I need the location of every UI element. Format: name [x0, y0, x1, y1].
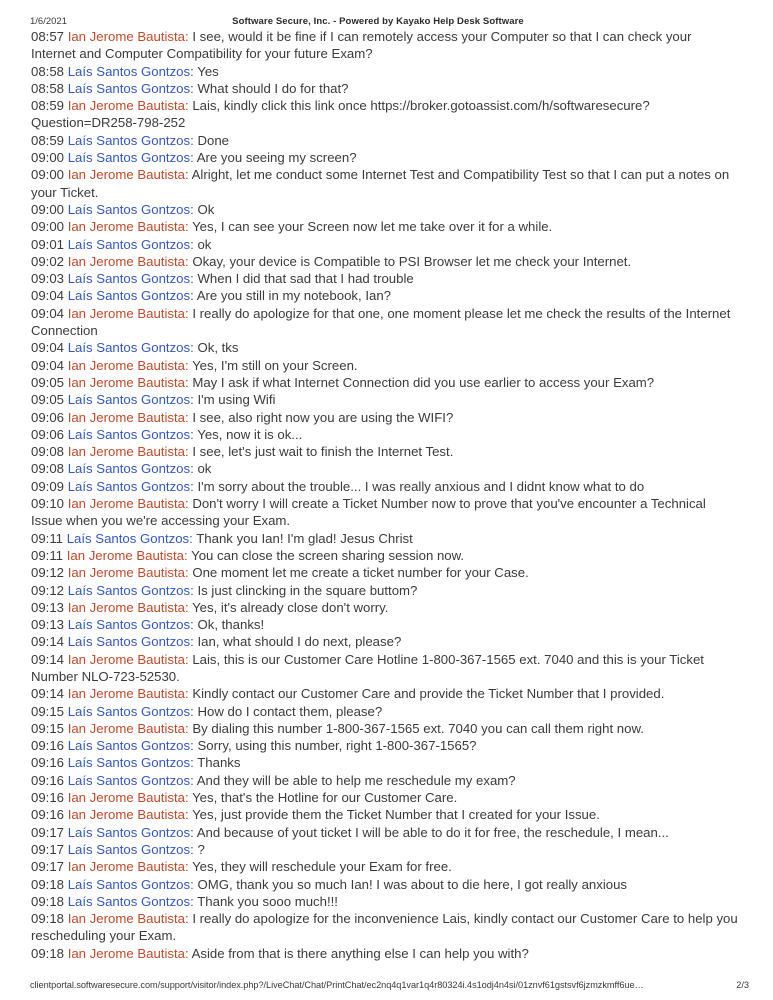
- page-footer: [0, 980, 773, 990]
- message-author-separator: :: [190, 236, 194, 252]
- message-author-separator: :: [184, 29, 189, 44]
- message-author-separator: :: [190, 80, 194, 96]
- message-timestamp: 09:14: [31, 651, 65, 667]
- message-timestamp: 09:17: [31, 824, 65, 840]
- chat-message: [31, 616, 739, 633]
- message-author-separator: :: [190, 63, 194, 79]
- message-text: I really do apologize for that one, one moment please let me check the results of the Internet Connection: [31, 305, 731, 339]
- message-text: Ok, thanks!: [197, 617, 265, 633]
- message-author-separator: :: [184, 253, 189, 269]
- chat-message: [31, 460, 739, 477]
- chat-message: [31, 703, 739, 720]
- message-text: What should I do for that?: [197, 80, 349, 96]
- message-author: Laís Santos Gontzos: [67, 426, 191, 442]
- message-author: Ian Jerome Bautista: [67, 444, 185, 460]
- message-author: Laís Santos Gontzos: [67, 841, 191, 857]
- chat-message: [31, 357, 739, 374]
- message-text: I see, let's just wait to finish the Internet Test.: [192, 444, 454, 460]
- message-author: Laís Santos Gontzos: [67, 288, 191, 304]
- chat-message: [31, 149, 739, 166]
- message-author: Ian Jerome Bautista: [67, 790, 185, 806]
- header-title: Software Secure, Inc. - Powered by Kayako Help Desk Software: [232, 16, 524, 27]
- message-timestamp: 09:08: [31, 461, 65, 477]
- message-author-separator: :: [184, 547, 188, 563]
- message-author: Ian Jerome Bautista: [67, 409, 185, 425]
- chat-message: [31, 633, 739, 650]
- message-text: Yes: [197, 63, 219, 79]
- message-text: Ian, what should I do next, please?: [197, 634, 402, 650]
- message-author: Ian Jerome Bautista: [67, 859, 185, 875]
- message-author-separator: :: [190, 392, 194, 408]
- message-author-separator: :: [184, 496, 189, 512]
- message-author-separator: :: [189, 530, 193, 546]
- page-header: [0, 0, 773, 27]
- message-author: Laís Santos Gontzos: [67, 824, 191, 840]
- message-author-separator: :: [190, 132, 194, 148]
- message-author: Ian Jerome Bautista: [67, 496, 185, 512]
- message-author: Ian Jerome Bautista: [67, 686, 185, 702]
- message-author-separator: :: [184, 444, 189, 460]
- message-author: Ian Jerome Bautista: [67, 599, 185, 615]
- message-author: Laís Santos Gontzos: [67, 876, 191, 892]
- message-text: Okay, your device is Compatible to PSI Browser let me check your Internet.: [192, 253, 632, 269]
- message-author: Laís Santos Gontzos: [67, 582, 191, 598]
- chat-message: [31, 443, 739, 460]
- message-text: Lais, this is our Customer Care Hotline 1-800-367-1565 ext. 7040 and this is your Ticket Number NLO-723-52530.: [31, 651, 704, 684]
- message-text: Lais, kindly click this link once https://broker.gotoassist.com/h/softwaresecure?Question=DR258-798-252: [31, 98, 650, 131]
- message-timestamp: 09:17: [31, 859, 65, 875]
- message-timestamp: 09:03: [31, 271, 65, 287]
- message-text: Yes, that's the Hotline for our Customer Care.: [192, 790, 458, 806]
- message-text: You can close the screen sharing session now.: [191, 547, 465, 563]
- message-text: I'm using Wifi: [197, 392, 276, 408]
- message-text: One moment let me create a ticket number for your Case.: [192, 565, 529, 581]
- message-text: May I ask if what Internet Connection did you use earlier to access your Exam?: [192, 374, 655, 390]
- message-timestamp: 09:17: [31, 841, 65, 857]
- message-timestamp: 09:13: [31, 617, 65, 633]
- chat-message: [31, 80, 739, 97]
- message-author: Ian Jerome Bautista: [67, 305, 185, 321]
- message-author: Laís Santos Gontzos: [67, 63, 191, 79]
- message-timestamp: 09:00: [31, 201, 65, 217]
- message-author: Ian Jerome Bautista: [67, 911, 185, 927]
- message-timestamp: 09:12: [31, 565, 65, 581]
- message-author-separator: :: [190, 478, 194, 494]
- message-author: Laís Santos Gontzos: [67, 738, 191, 754]
- chat-transcript: [0, 22, 773, 962]
- message-timestamp: 08:57: [31, 29, 65, 44]
- message-timestamp: 09:18: [31, 893, 65, 909]
- message-text: Yes, it's already close don't worry.: [192, 599, 389, 615]
- message-author-separator: :: [190, 893, 194, 909]
- message-timestamp: 09:11: [31, 530, 64, 546]
- message-author-separator: :: [184, 167, 189, 183]
- chat-message: [31, 737, 739, 754]
- message-author-separator: :: [184, 305, 189, 321]
- message-author-separator: :: [190, 426, 194, 442]
- chat-message: [31, 270, 739, 287]
- message-text: Is just clincking in the square buttom?: [197, 582, 418, 598]
- message-text: Don't worry I will create a Ticket Number now to prove that you've encounter a Technical Issue when you we're accessing your Exam.: [31, 496, 706, 529]
- message-timestamp: 08:59: [31, 132, 65, 148]
- message-author-separator: :: [190, 461, 194, 477]
- message-timestamp: 08:58: [31, 80, 65, 96]
- message-timestamp: 09:06: [31, 426, 65, 442]
- message-timestamp: 09:01: [31, 236, 65, 252]
- message-text: Done: [197, 132, 229, 148]
- message-author: Laís Santos Gontzos: [67, 80, 191, 96]
- chat-message: [31, 858, 739, 875]
- message-author-separator: :: [190, 617, 194, 633]
- message-author-separator: :: [190, 201, 194, 217]
- header-date: 1/6/2021: [30, 16, 67, 27]
- message-author: Ian Jerome Bautista: [67, 651, 185, 667]
- message-author: Laís Santos Gontzos: [67, 634, 191, 650]
- message-timestamp: 09:04: [31, 288, 65, 304]
- message-timestamp: 09:06: [31, 409, 65, 425]
- message-text: I see, would it be fine if I can remotely access your Computer so that I can check your Internet and Computer Compatibility for your future Exam?: [31, 29, 692, 62]
- message-timestamp: 09:00: [31, 219, 65, 235]
- message-author-separator: :: [190, 340, 194, 356]
- message-author-separator: :: [184, 599, 189, 615]
- message-text: I'm sorry about the trouble... I was really anxious and I didnt know what to do: [197, 478, 645, 494]
- message-author: Ian Jerome Bautista: [67, 565, 185, 581]
- message-timestamp: 09:11: [31, 547, 64, 563]
- chat-message: [31, 305, 739, 340]
- chat-message: [31, 63, 739, 80]
- message-timestamp: 09:05: [31, 392, 65, 408]
- message-author-separator: :: [190, 582, 194, 598]
- chat-message: [31, 478, 739, 495]
- message-author: Laís Santos Gontzos: [67, 755, 191, 771]
- message-text: Yes, I'm still on your Screen.: [192, 357, 358, 373]
- message-timestamp: 09:16: [31, 772, 65, 788]
- message-author: Laís Santos Gontzos: [67, 461, 191, 477]
- message-text: When I did that sad that I had trouble: [197, 271, 414, 287]
- chat-message: [31, 253, 739, 270]
- message-timestamp: 08:59: [31, 98, 65, 114]
- message-text: Ok, tks: [197, 340, 239, 356]
- message-text: How do I contact them, please?: [197, 703, 383, 719]
- chat-message: [31, 201, 739, 218]
- message-author-separator: :: [190, 841, 194, 857]
- chat-message: [31, 547, 739, 564]
- chat-message: [31, 391, 739, 408]
- message-text: Yes, now it is ok...: [197, 426, 303, 442]
- message-author-separator: :: [184, 98, 189, 114]
- message-text: Alright, let me conduct some Internet Test and Compatibility Test so that I can put a notes on your Ticket.: [31, 167, 730, 200]
- message-timestamp: 09:16: [31, 755, 65, 771]
- message-text: By dialing this number 1-800-367-1565 ext. 7040 you can call them right now.: [192, 720, 644, 736]
- chat-message: [31, 236, 739, 253]
- message-text: ?: [197, 841, 205, 857]
- message-timestamp: 09:15: [31, 720, 65, 736]
- message-author-separator: :: [190, 876, 194, 892]
- message-author-separator: :: [184, 409, 189, 425]
- chat-message: [31, 772, 739, 789]
- message-timestamp: 09:00: [31, 167, 65, 183]
- message-timestamp: 09:05: [31, 374, 65, 390]
- message-text: Sorry, using this number, right 1-800-367-1565?: [197, 738, 477, 754]
- message-timestamp: 09:04: [31, 340, 65, 356]
- message-author: Ian Jerome Bautista: [67, 219, 185, 235]
- message-text: I really do apologize for the inconvenience Lais, kindly contact our Customer Care to help you rescheduling your Exam.: [31, 911, 738, 944]
- message-author: Ian Jerome Bautista: [67, 807, 185, 823]
- message-text: And because of yout ticket I will be able to do it for free, the reschedule, I mean...: [196, 824, 669, 840]
- message-author-separator: :: [184, 790, 189, 806]
- chat-message: [31, 426, 739, 443]
- message-text: Yes, just provide them the Ticket Number that I created for your Issue.: [192, 807, 600, 823]
- chat-message: [31, 582, 739, 599]
- message-author: Laís Santos Gontzos: [67, 271, 191, 287]
- chat-message: [31, 218, 739, 235]
- message-timestamp: 09:15: [31, 703, 65, 719]
- message-timestamp: 09:08: [31, 444, 65, 460]
- chat-message: [31, 893, 739, 910]
- chat-message: [31, 876, 739, 893]
- message-text: Aside from that is there anything else I can help you with?: [191, 945, 529, 961]
- chat-message: [31, 339, 739, 356]
- chat-message: [31, 824, 739, 841]
- message-author-separator: :: [184, 945, 189, 961]
- message-author: Laís Santos Gontzos: [67, 478, 191, 494]
- message-author-separator: :: [184, 720, 189, 736]
- message-author: Laís Santos Gontzos: [67, 236, 191, 252]
- chat-message: [31, 287, 739, 304]
- message-timestamp: 09:04: [31, 305, 65, 321]
- message-text: Are you still in my notebook, Ian?: [196, 288, 391, 304]
- message-author-separator: :: [190, 150, 194, 166]
- message-timestamp: 09:02: [31, 253, 65, 269]
- message-author: Laís Santos Gontzos: [67, 150, 191, 166]
- message-timestamp: 09:18: [31, 911, 65, 927]
- chat-message: [31, 789, 739, 806]
- message-author-separator: :: [184, 651, 189, 667]
- message-author: Laís Santos Gontzos: [66, 530, 190, 546]
- chat-message: [31, 806, 739, 823]
- chat-message: [31, 97, 739, 132]
- message-author: Ian Jerome Bautista: [67, 167, 185, 183]
- message-author: Laís Santos Gontzos: [67, 617, 191, 633]
- message-timestamp: 09:04: [31, 357, 65, 373]
- message-author: Ian Jerome Bautista: [67, 253, 185, 269]
- footer-page-number: 2/3: [736, 980, 749, 990]
- message-author: Ian Jerome Bautista: [67, 357, 185, 373]
- chat-message: [31, 409, 739, 426]
- chat-message: [31, 910, 739, 945]
- message-author: Laís Santos Gontzos: [67, 201, 191, 217]
- chat-message: [31, 530, 739, 547]
- message-timestamp: 09:16: [31, 790, 65, 806]
- chat-message: [31, 945, 739, 962]
- message-text: Kindly contact our Customer Care and provide the Ticket Number that I provided.: [192, 686, 665, 702]
- message-author-separator: :: [184, 686, 189, 702]
- chat-message: [31, 651, 739, 686]
- message-author: Laís Santos Gontzos: [67, 340, 191, 356]
- message-author-separator: :: [184, 357, 189, 373]
- message-author: Ian Jerome Bautista: [66, 547, 184, 563]
- message-timestamp: 09:00: [31, 150, 65, 166]
- message-author-separator: :: [190, 772, 194, 788]
- message-timestamp: 08:58: [31, 63, 65, 79]
- message-author-separator: :: [184, 807, 189, 823]
- chat-message: [31, 564, 739, 581]
- chat-message: [31, 28, 739, 63]
- footer-url: clientportal.softwaresecure.com/support/visitor/index.php?/LiveChat/Chat/PrintChat/ec2nq4q1var1q4r80324i.4s1odj4n4si/01znvf61gstsvf6jzmzkmff6ue…: [30, 980, 644, 990]
- message-author: Laís Santos Gontzos: [67, 392, 191, 408]
- message-author-separator: :: [190, 634, 194, 650]
- message-timestamp: 09:10: [31, 496, 65, 512]
- message-author: Ian Jerome Bautista: [67, 98, 185, 114]
- chat-message: [31, 685, 739, 702]
- message-text: Thanks: [197, 755, 241, 771]
- chat-message: [31, 720, 739, 737]
- message-author-separator: :: [184, 374, 189, 390]
- message-text: ok: [197, 461, 212, 477]
- message-author-separator: :: [184, 219, 189, 235]
- message-author-separator: :: [184, 911, 189, 927]
- message-timestamp: 09:12: [31, 582, 65, 598]
- chat-message: [31, 841, 739, 858]
- message-text: Are you seeing my screen?: [196, 150, 357, 166]
- message-author: Ian Jerome Bautista: [67, 374, 185, 390]
- chat-message: [31, 374, 739, 391]
- message-text: Thank you Ian! I'm glad! Jesus Christ: [196, 530, 413, 546]
- message-author-separator: :: [190, 738, 194, 754]
- message-author: Laís Santos Gontzos: [67, 893, 191, 909]
- chat-message: [31, 754, 739, 771]
- message-text: I see, also right now you are using the WIFI?: [192, 409, 454, 425]
- message-text: OMG, thank you so much Ian! I was about to die here, I got really anxious: [197, 876, 628, 892]
- message-author-separator: :: [190, 288, 194, 304]
- chat-message: [31, 495, 739, 530]
- message-text: ok: [197, 236, 212, 252]
- message-text: And they will be able to help me reschedule my exam?: [196, 772, 516, 788]
- message-author: Laís Santos Gontzos: [67, 703, 191, 719]
- message-author: Ian Jerome Bautista: [67, 29, 185, 44]
- chat-message: [31, 599, 739, 616]
- message-timestamp: 09:16: [31, 738, 65, 754]
- message-author-separator: :: [190, 755, 194, 771]
- message-timestamp: 09:18: [31, 945, 65, 961]
- message-author: Laís Santos Gontzos: [67, 772, 191, 788]
- message-author-separator: :: [184, 859, 189, 875]
- message-timestamp: 09:18: [31, 876, 65, 892]
- message-author-separator: :: [190, 703, 194, 719]
- message-timestamp: 09:16: [31, 807, 65, 823]
- message-timestamp: 09:09: [31, 478, 65, 494]
- message-text: Ok: [197, 201, 215, 217]
- message-author-separator: :: [190, 271, 194, 287]
- message-timestamp: 09:14: [31, 686, 65, 702]
- message-author-separator: :: [184, 565, 189, 581]
- chat-message: [31, 166, 739, 201]
- message-text: Yes, they will reschedule your Exam for free.: [192, 859, 452, 875]
- message-author-separator: :: [190, 824, 194, 840]
- message-text: Yes, I can see your Screen now let me take over it for a while.: [192, 219, 553, 235]
- message-text: Thank you sooo much!!!: [197, 893, 338, 909]
- message-author: Ian Jerome Bautista: [67, 720, 185, 736]
- message-author: Laís Santos Gontzos: [67, 132, 191, 148]
- message-timestamp: 09:13: [31, 599, 65, 615]
- message-timestamp: 09:14: [31, 634, 65, 650]
- chat-message: [31, 132, 739, 149]
- message-author: Ian Jerome Bautista: [67, 945, 185, 961]
